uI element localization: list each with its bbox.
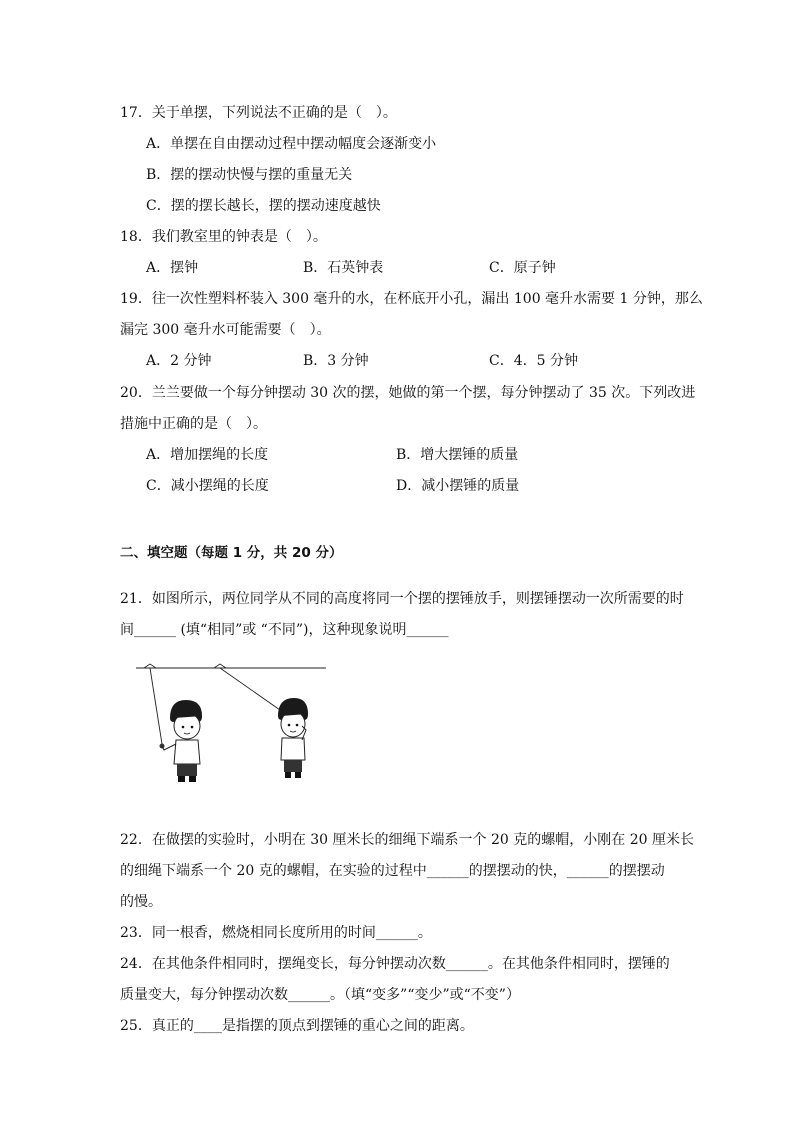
q19-option-c: C．4．5 分钟 [489, 353, 578, 369]
q19-stem-line2: 漏完 300 毫升水可能需要（ ）。 [120, 322, 331, 338]
q17-option-a: A．单摆在自由摆动过程中摆动幅度会逐渐变小 [146, 136, 437, 152]
section-title-fill-in: 二、填空题（每题 1 分，共 20 分） [120, 545, 343, 561]
pendulum-figure [134, 660, 330, 784]
q21-line1: 21．如图所示，两位同学从不同的高度将同一个摆的摆锤放手，则摆锤摆动一次所需要的时 [120, 591, 684, 607]
q23-line: 23．同一根香，燃烧相同长度所用的时间______。 [120, 925, 432, 941]
q18-stem: 18．我们教室里的钟表是（ ）。 [120, 229, 327, 245]
q24-line2: 质量变大，每分钟摆动次数______。（填“变多”“变少”或“不变”） [120, 987, 520, 1003]
q18-option-b: B．石英钟表 [303, 260, 384, 276]
left-child-illustration [162, 700, 202, 782]
q21-line2: 间______ (填“相同”或 “不同”)，这种现象说明______ [120, 622, 449, 638]
q19-option-b: B．3 分钟 [303, 353, 369, 369]
q20-stem-line1: 20．兰兰要做一个每分钟摆动 30 次的摆，她做的第一个摆，每分钟摆动了 35 次。下列改进 [120, 385, 696, 401]
q20-option-d: D．减小摆锤的质量 [396, 478, 520, 494]
q24-line1: 24．在其他条件相同时，摆绳变长，每分钟摆动次数______。在其他条件相同时，摆锤的 [120, 956, 670, 972]
q25-line: 25．真正的____是指摆的顶点到摆锤的重心之间的距离。 [120, 1018, 474, 1034]
q17-option-b: B．摆的摆动快慢与摆的重量无关 [146, 167, 353, 183]
q22-line1: 22．在做摆的实验时，小明在 30 厘米长的细绳下端系一个 20 克的螺帽，小刚在 20 厘米长 [120, 832, 694, 848]
q17-option-c: C．摆的摆长越长，摆的摆动速度越快 [146, 198, 381, 214]
q19-stem-line1: 19．往一次性塑料杯装入 300 毫升的水，在杯底开小孔，漏出 100 毫升水需要 1 分钟，那么 [120, 291, 703, 307]
q20-option-a: A．增加摆绳的长度 [146, 447, 269, 463]
q20-option-c: C．减小摆绳的长度 [146, 478, 269, 494]
q18-option-a: A．摆钟 [146, 260, 199, 276]
q22-line3: 的慢。 [120, 894, 162, 910]
q18-option-c: C．原子钟 [489, 260, 556, 276]
left-pendulum-string [150, 668, 162, 744]
q22-line2: 的细绳下端系一个 20 克的螺帽，在实验的过程中______的摆摆动的快，______的摆摆动 [120, 863, 665, 879]
q17-stem: 17．关于单摆，下列说法不正确的是（ ）。 [120, 105, 397, 121]
right-child-illustration [278, 698, 308, 778]
q20-option-b: B．增大摆锤的质量 [396, 447, 519, 463]
q20-stem-line2: 措施中正确的是（ ）。 [120, 416, 267, 432]
q19-option-a: A．2 分钟 [146, 353, 212, 369]
